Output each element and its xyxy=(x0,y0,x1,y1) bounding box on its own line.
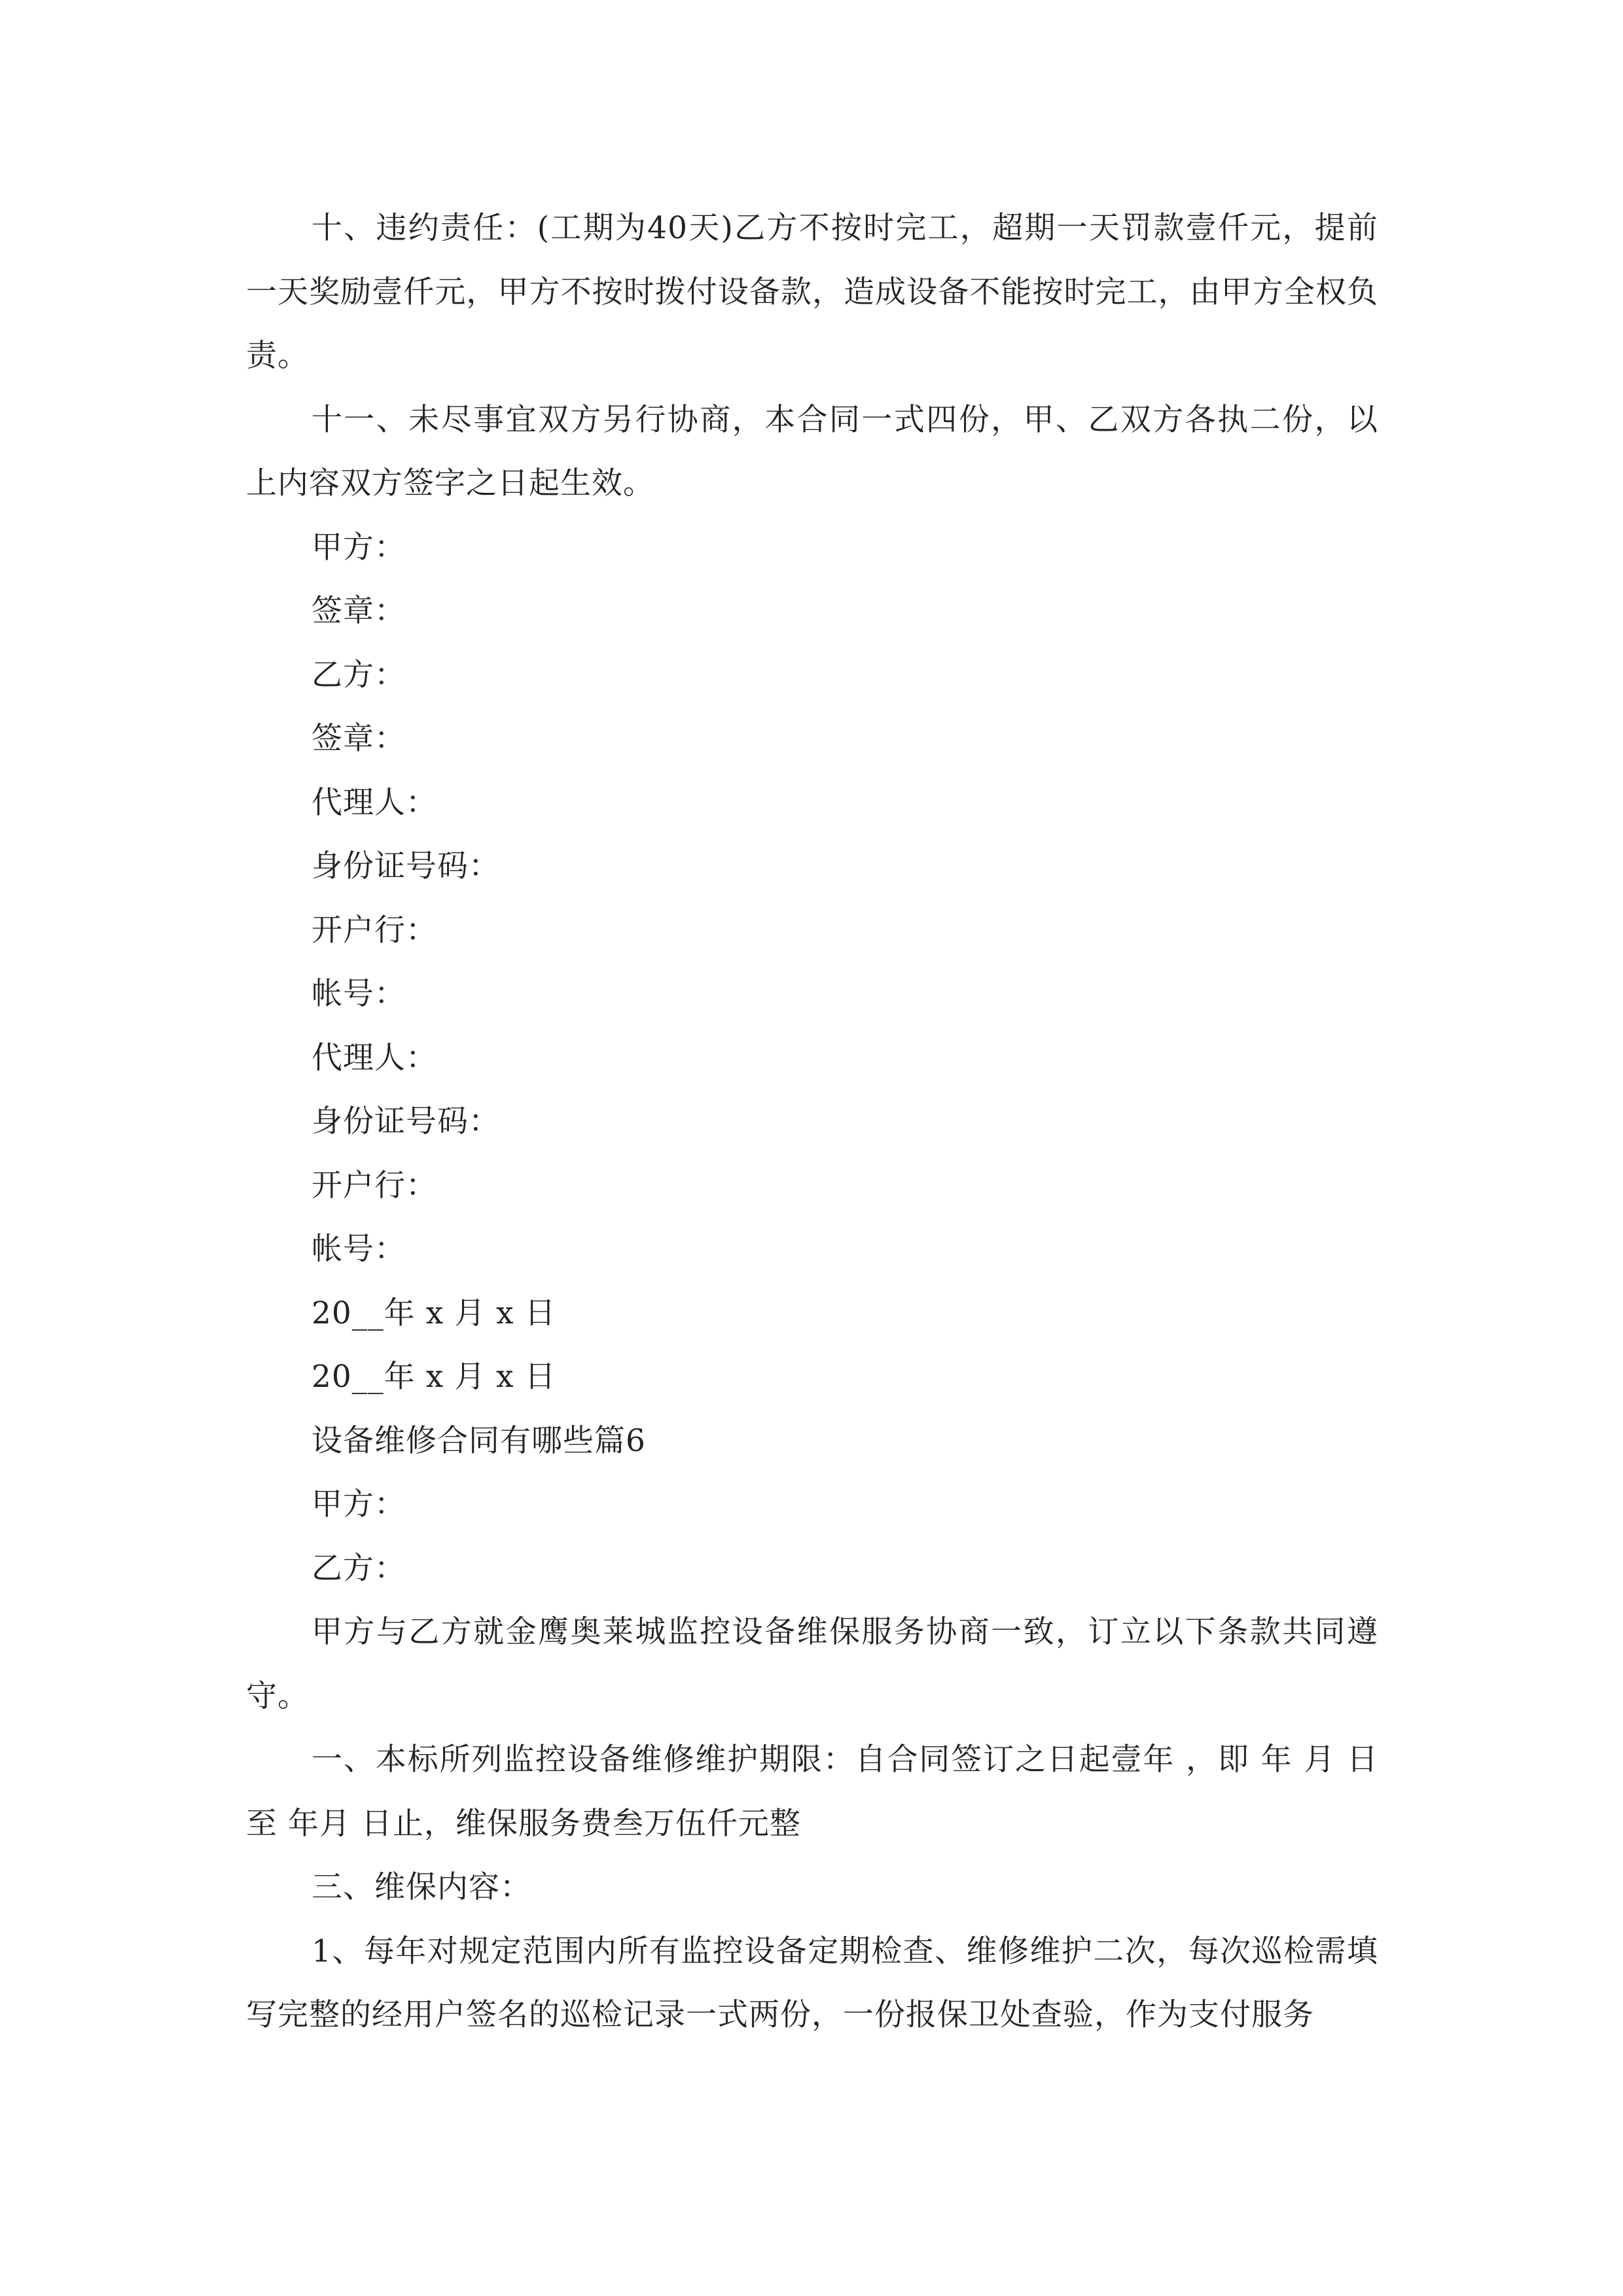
bank-b-label: 开户行： xyxy=(312,1167,437,1204)
agent-a-label: 代理人： xyxy=(312,784,437,821)
party-b-line: 乙方： xyxy=(312,1550,406,1587)
agreement-intro: 甲方与乙方就金鹰奥莱城监控设备维保服务协商一致，订立以下条款共同遵守。 xyxy=(246,1614,1378,1714)
date-b-line: 20__年 x 月 x 日 xyxy=(312,1359,556,1395)
clause-11-miscellaneous: 十一、未尽事宜双方另行协商，本合同一式四份，甲、乙双方各执二份，以上内容双方签字之日起生效。 xyxy=(246,401,1378,501)
account-a-label: 帐号： xyxy=(312,976,406,1012)
party-a-label: 甲方： xyxy=(312,529,406,565)
clause-1-term: 一、本标所列监控设备维修维护期限：自合同签订之日起壹年 ，即 年 月 日至 年月 日止，维保服务费叁万伍仟元整 xyxy=(246,1742,1378,1842)
party-a-line: 甲方： xyxy=(312,1486,406,1522)
id-number-a-label: 身份证号码： xyxy=(312,848,500,884)
id-number-b-label: 身份证号码： xyxy=(312,1103,500,1139)
clause-10-breach-liability: 十、违约责任：(工期为40天)乙方不按时完工，超期一天罚款壹仟元，提前一天奖励壹仟元，甲方不按时拨付设备款，造成设备不能按时完工，由甲方全权负责。 xyxy=(246,210,1378,374)
section-title: 设备维修合同有哪些篇6 xyxy=(312,1422,646,1459)
account-b-label: 帐号： xyxy=(312,1231,406,1267)
agent-b-label: 代理人： xyxy=(312,1039,437,1076)
clause-3-heading: 三、维保内容： xyxy=(312,1869,531,1905)
document-body xyxy=(246,196,1378,2047)
party-b-label: 乙方： xyxy=(312,656,406,693)
date-a-line: 20__年 x 月 x 日 xyxy=(312,1295,556,1331)
party-b-seal-label: 签章： xyxy=(312,721,406,757)
clause-3-item-1: 1、每年对规定范围内所有监控设备定期检查、维修维护二次，每次巡检需填写完整的经用户签名的巡检记录一式两份，一份报保卫处查验，作为支付服务 xyxy=(246,1933,1378,2033)
party-a-seal-label: 签章： xyxy=(312,593,406,629)
bank-a-label: 开户行： xyxy=(312,912,437,948)
